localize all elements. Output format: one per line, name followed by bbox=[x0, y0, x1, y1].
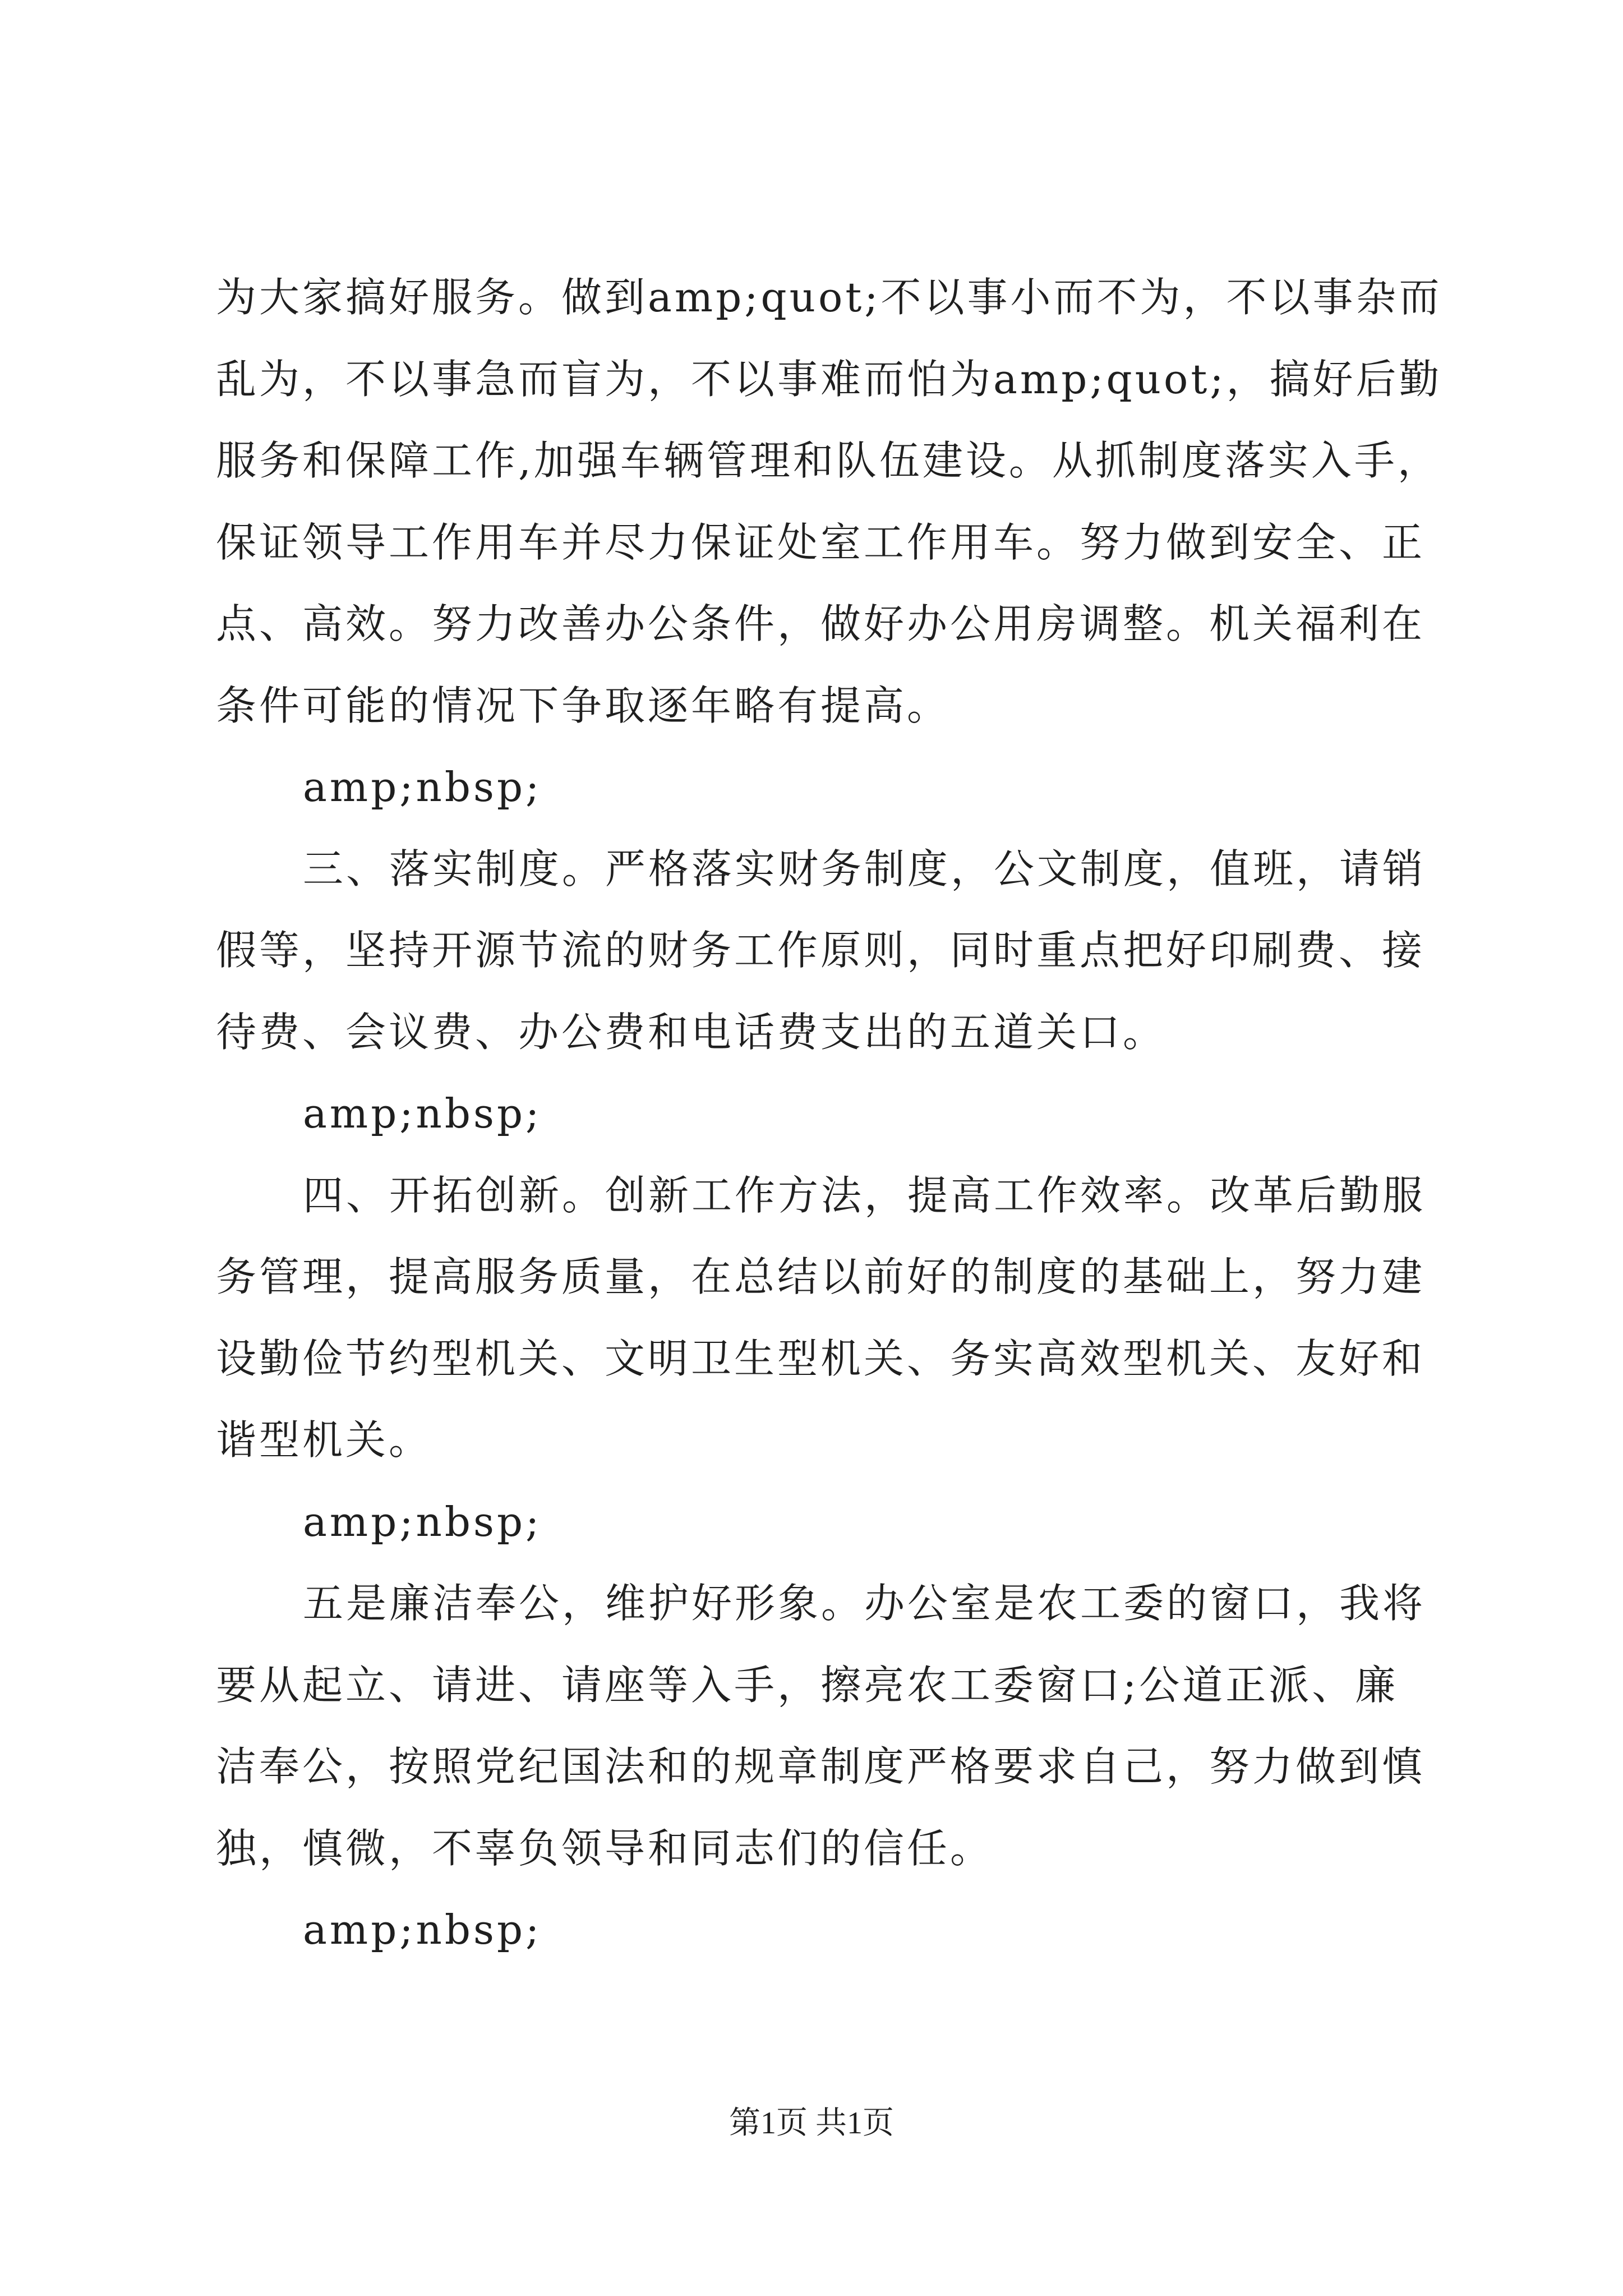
body-text-line: 服务和保障工作,加强车辆管理和队伍建设。从抓制度落实入手， bbox=[216, 437, 1441, 484]
section-four-paragraph: 四、开拓创新。创新工作方法，提高工作效率。改革后勤服 bbox=[303, 1172, 1426, 1219]
section-three-paragraph: 三、落实制度。严格落实财务制度，公文制度，值班，请销 bbox=[303, 845, 1426, 892]
spacer-entity-text: amp;nbsp; bbox=[303, 763, 542, 811]
body-text-line: 务管理，提高服务质量，在总结以前好的制度的基础上，努力建 bbox=[216, 1253, 1426, 1300]
section-five-paragraph: 五是廉洁奉公，维护好形象。办公室是农工委的窗口，我将 bbox=[303, 1580, 1426, 1627]
body-text-line: 独，慎微，不辜负领导和同志们的信任。 bbox=[216, 1825, 994, 1872]
body-text-line: 要从起立、请进、请座等入手，擦亮农工委窗口;公道正派、廉 bbox=[216, 1662, 1399, 1709]
spacer-entity-text: amp;nbsp; bbox=[303, 1090, 542, 1137]
body-text-line: 点、高效。努力改善办公条件，做好办公用房调整。机关福利在 bbox=[216, 600, 1426, 647]
body-text-line: 待费、会议费、办公费和电话费支出的五道关口。 bbox=[216, 1009, 1166, 1056]
page-number-footer: 第1页 共1页 bbox=[729, 2106, 894, 2141]
body-text-line: 设勤俭节约型机关、文明卫生型机关、务实高效型机关、友好和 bbox=[216, 1335, 1426, 1382]
body-text-line: 条件可能的情况下争取逐年略有提高。 bbox=[216, 682, 951, 729]
body-text-line: 乱为，不以事急而盲为，不以事难而怕为amp;quot;，搞好后勤 bbox=[216, 356, 1442, 403]
body-text-line: 假等，坚持开源节流的财务工作原则，同时重点把好印刷费、接 bbox=[216, 927, 1426, 974]
body-text-line: 为大家搞好服务。做到amp;quot;不以事小而不为，不以事杂而 bbox=[216, 274, 1442, 321]
body-text-line: 保证领导工作用车并尽力保证处室工作用车。努力做到安全、正 bbox=[216, 519, 1426, 566]
spacer-entity-text: amp;nbsp; bbox=[303, 1498, 542, 1545]
body-text-line: 谐型机关。 bbox=[216, 1416, 432, 1464]
body-text-line: 洁奉公，按照党纪国法和的规章制度严格要求自己，努力做到慎 bbox=[216, 1743, 1426, 1790]
spacer-entity-text: amp;nbsp; bbox=[303, 1906, 542, 1953]
